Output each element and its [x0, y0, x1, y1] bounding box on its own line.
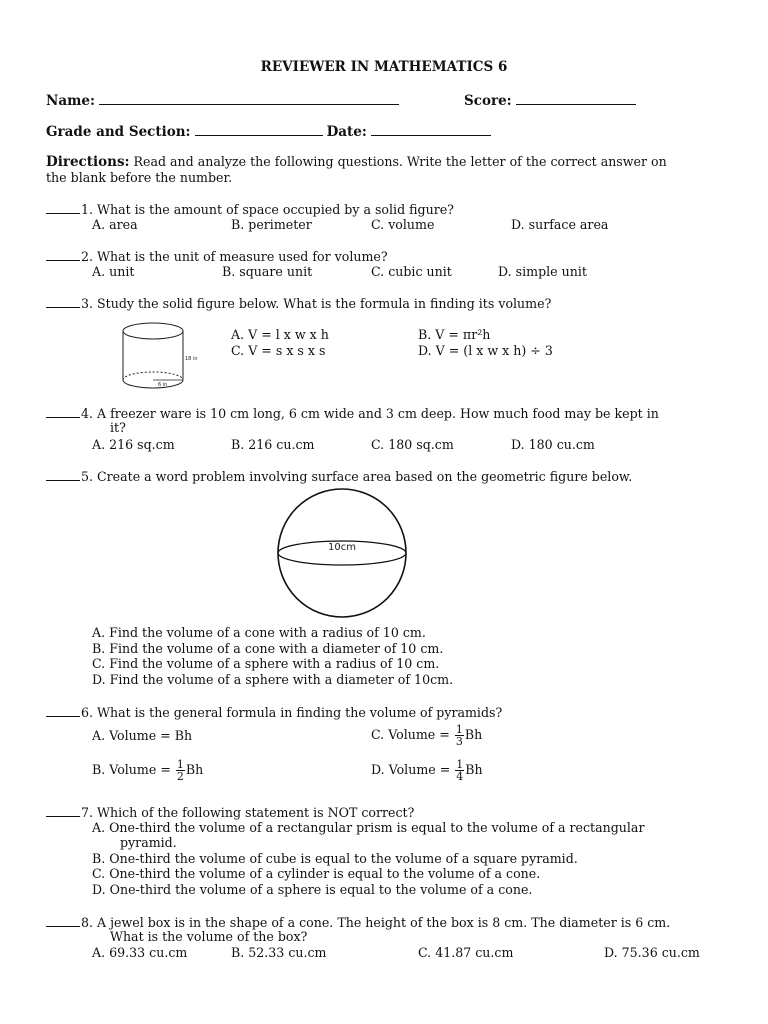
sphere-diameter-label: 10cm [328, 542, 356, 553]
directions-label: Directions: [46, 154, 130, 170]
q4-option-d: D. 180 cu.cm [511, 437, 595, 452]
fraction-denominator: 4 [456, 770, 464, 783]
q5-option-d: D. Find the volume of a sphere with a diameter of 10cm. [92, 672, 454, 687]
fraction-denominator: 3 [455, 735, 463, 748]
q7-option-a-2: pyramid. [120, 835, 177, 850]
q1-option-d: D. surface area [511, 217, 609, 232]
name-label: Name: [46, 93, 95, 109]
q6-option-c-prefix: C. Volume = [371, 727, 454, 742]
q4-option-b: B. 216 cu.cm [231, 437, 315, 452]
directions-text-1: Read and analyze the following questions. Write the letter of the correct answer on [129, 154, 667, 169]
q2-option-c: C. cubic unit [371, 264, 452, 279]
name-row [46, 92, 399, 109]
cylinder-radius-label: 6 in [158, 382, 168, 388]
fraction-one-third [455, 724, 464, 747]
q6-option-b [92, 759, 203, 782]
fraction-numerator: 1 [456, 758, 464, 771]
q4-option-c: C. 180 sq.cm [371, 437, 454, 452]
question-8 [46, 914, 670, 930]
q6-option-c-suffix: Bh [464, 727, 483, 742]
question-5 [46, 468, 632, 484]
score-field[interactable] [516, 92, 636, 105]
fraction-numerator: 1 [455, 723, 463, 736]
question-3-stem: 3. Study the solid figure below. What is the formula in finding its volume? [81, 296, 552, 311]
q6-option-d-suffix: Bh [465, 762, 483, 777]
q7-option-d: D. One-third the volume of a sphere is equal to the volume of a cone. [92, 882, 533, 897]
q8-option-b: B. 52.33 cu.cm [231, 945, 327, 960]
question-4 [46, 405, 659, 421]
question-8-stem-2: What is the volume of the box? [110, 929, 308, 944]
date-field[interactable] [371, 123, 491, 136]
fraction-denominator: 2 [176, 770, 184, 783]
q5-option-c: C. Find the volume of a sphere with a radius of 10 cm. [92, 656, 440, 671]
answer-blank-7[interactable] [46, 804, 80, 817]
question-3 [46, 295, 551, 311]
grade-field[interactable] [195, 123, 323, 136]
question-1-stem: 1. What is the amount of space occupied by a solid figure? [81, 202, 454, 217]
answer-blank-8[interactable] [46, 914, 80, 927]
q8-option-d: D. 75.36 cu.cm [604, 945, 700, 960]
answer-blank-6[interactable] [46, 704, 80, 717]
date-label: Date: [326, 124, 367, 140]
directions [46, 154, 667, 170]
q8-option-a: A. 69.33 cu.cm [92, 945, 188, 960]
directions-text-2: the blank before the number. [46, 170, 233, 185]
q4-option-a: A. 216 sq.cm [92, 437, 175, 452]
question-2-stem: 2. What is the unit of measure used for volume? [81, 249, 388, 264]
q6-option-a: A. Volume = Bh [92, 728, 193, 743]
q6-option-d-prefix: D. Volume = [371, 762, 455, 777]
question-5-stem: 5. Create a word problem involving surface area based on the geometric figure below. [81, 469, 633, 484]
q1-option-a: A. area [92, 217, 138, 232]
question-2 [46, 248, 388, 264]
q2-option-d: D. simple unit [498, 264, 587, 279]
q3-option-c: C. V = s x s x s [231, 343, 326, 358]
q6-option-b-prefix: B. Volume = [92, 762, 175, 777]
q7-option-a-1: A. One-third the volume of a rectangular prism is equal to the volume of a rectangular [92, 820, 645, 835]
q1-option-c: C. volume [371, 217, 435, 232]
question-1 [46, 201, 454, 217]
fraction-one-half [176, 759, 185, 782]
question-4-stem-1: 4. A freezer ware is 10 cm long, 6 cm wide and 3 cm deep. How much food may be kept in [81, 406, 659, 421]
answer-blank-1[interactable] [46, 201, 80, 214]
q5-option-a: A. Find the volume of a cone with a radius of 10 cm. [92, 625, 426, 640]
question-7 [46, 804, 414, 820]
question-6-stem: 6. What is the general formula in finding the volume of pyramids? [81, 705, 503, 720]
page-title: REVIEWER IN MATHEMATICS 6 [260, 59, 508, 75]
q3-option-d: D. V = (l x w x h) ÷ 3 [418, 343, 553, 358]
q1-option-b: B. perimeter [231, 217, 312, 232]
answer-blank-2[interactable] [46, 248, 80, 261]
q6-option-c [371, 724, 482, 747]
grade-row [46, 123, 491, 140]
question-4-stem-2: it? [110, 420, 126, 435]
sphere-figure [270, 488, 414, 618]
question-7-stem: 7. Which of the following statement is NOT correct? [81, 805, 415, 820]
q2-option-b: B. square unit [222, 264, 313, 279]
score-label: Score: [464, 93, 512, 109]
score-row [464, 92, 636, 109]
cylinder-height-label: 18 in [185, 356, 198, 362]
question-6 [46, 704, 502, 720]
q6-option-b-suffix: Bh [185, 762, 204, 777]
cylinder-figure [112, 318, 200, 396]
answer-blank-3[interactable] [46, 295, 80, 308]
fraction-numerator: 1 [176, 758, 184, 771]
q2-option-a: A. unit [92, 264, 135, 279]
answer-blank-5[interactable] [46, 468, 80, 481]
q3-option-b: B. V = πr²h [418, 327, 491, 342]
q5-option-b: B. Find the volume of a cone with a diameter of 10 cm. [92, 641, 444, 656]
q8-option-c: C. 41.87 cu.cm [418, 945, 514, 960]
question-8-stem-1: 8. A jewel box is in the shape of a cone. The height of the box is 8 cm. The diameter is 6 cm. [81, 915, 671, 930]
fraction-one-fourth [455, 759, 464, 782]
q6-option-d [371, 759, 483, 782]
answer-blank-4[interactable] [46, 405, 80, 418]
q7-option-b: B. One-third the volume of cube is equal to the volume of a square pyramid. [92, 851, 578, 866]
name-field[interactable] [99, 92, 399, 105]
q7-option-c: C. One-third the volume of a cylinder is equal to the volume of a cone. [92, 866, 541, 881]
grade-label: Grade and Section: [46, 124, 191, 140]
q3-option-a: A. V = l x w x h [231, 327, 329, 342]
